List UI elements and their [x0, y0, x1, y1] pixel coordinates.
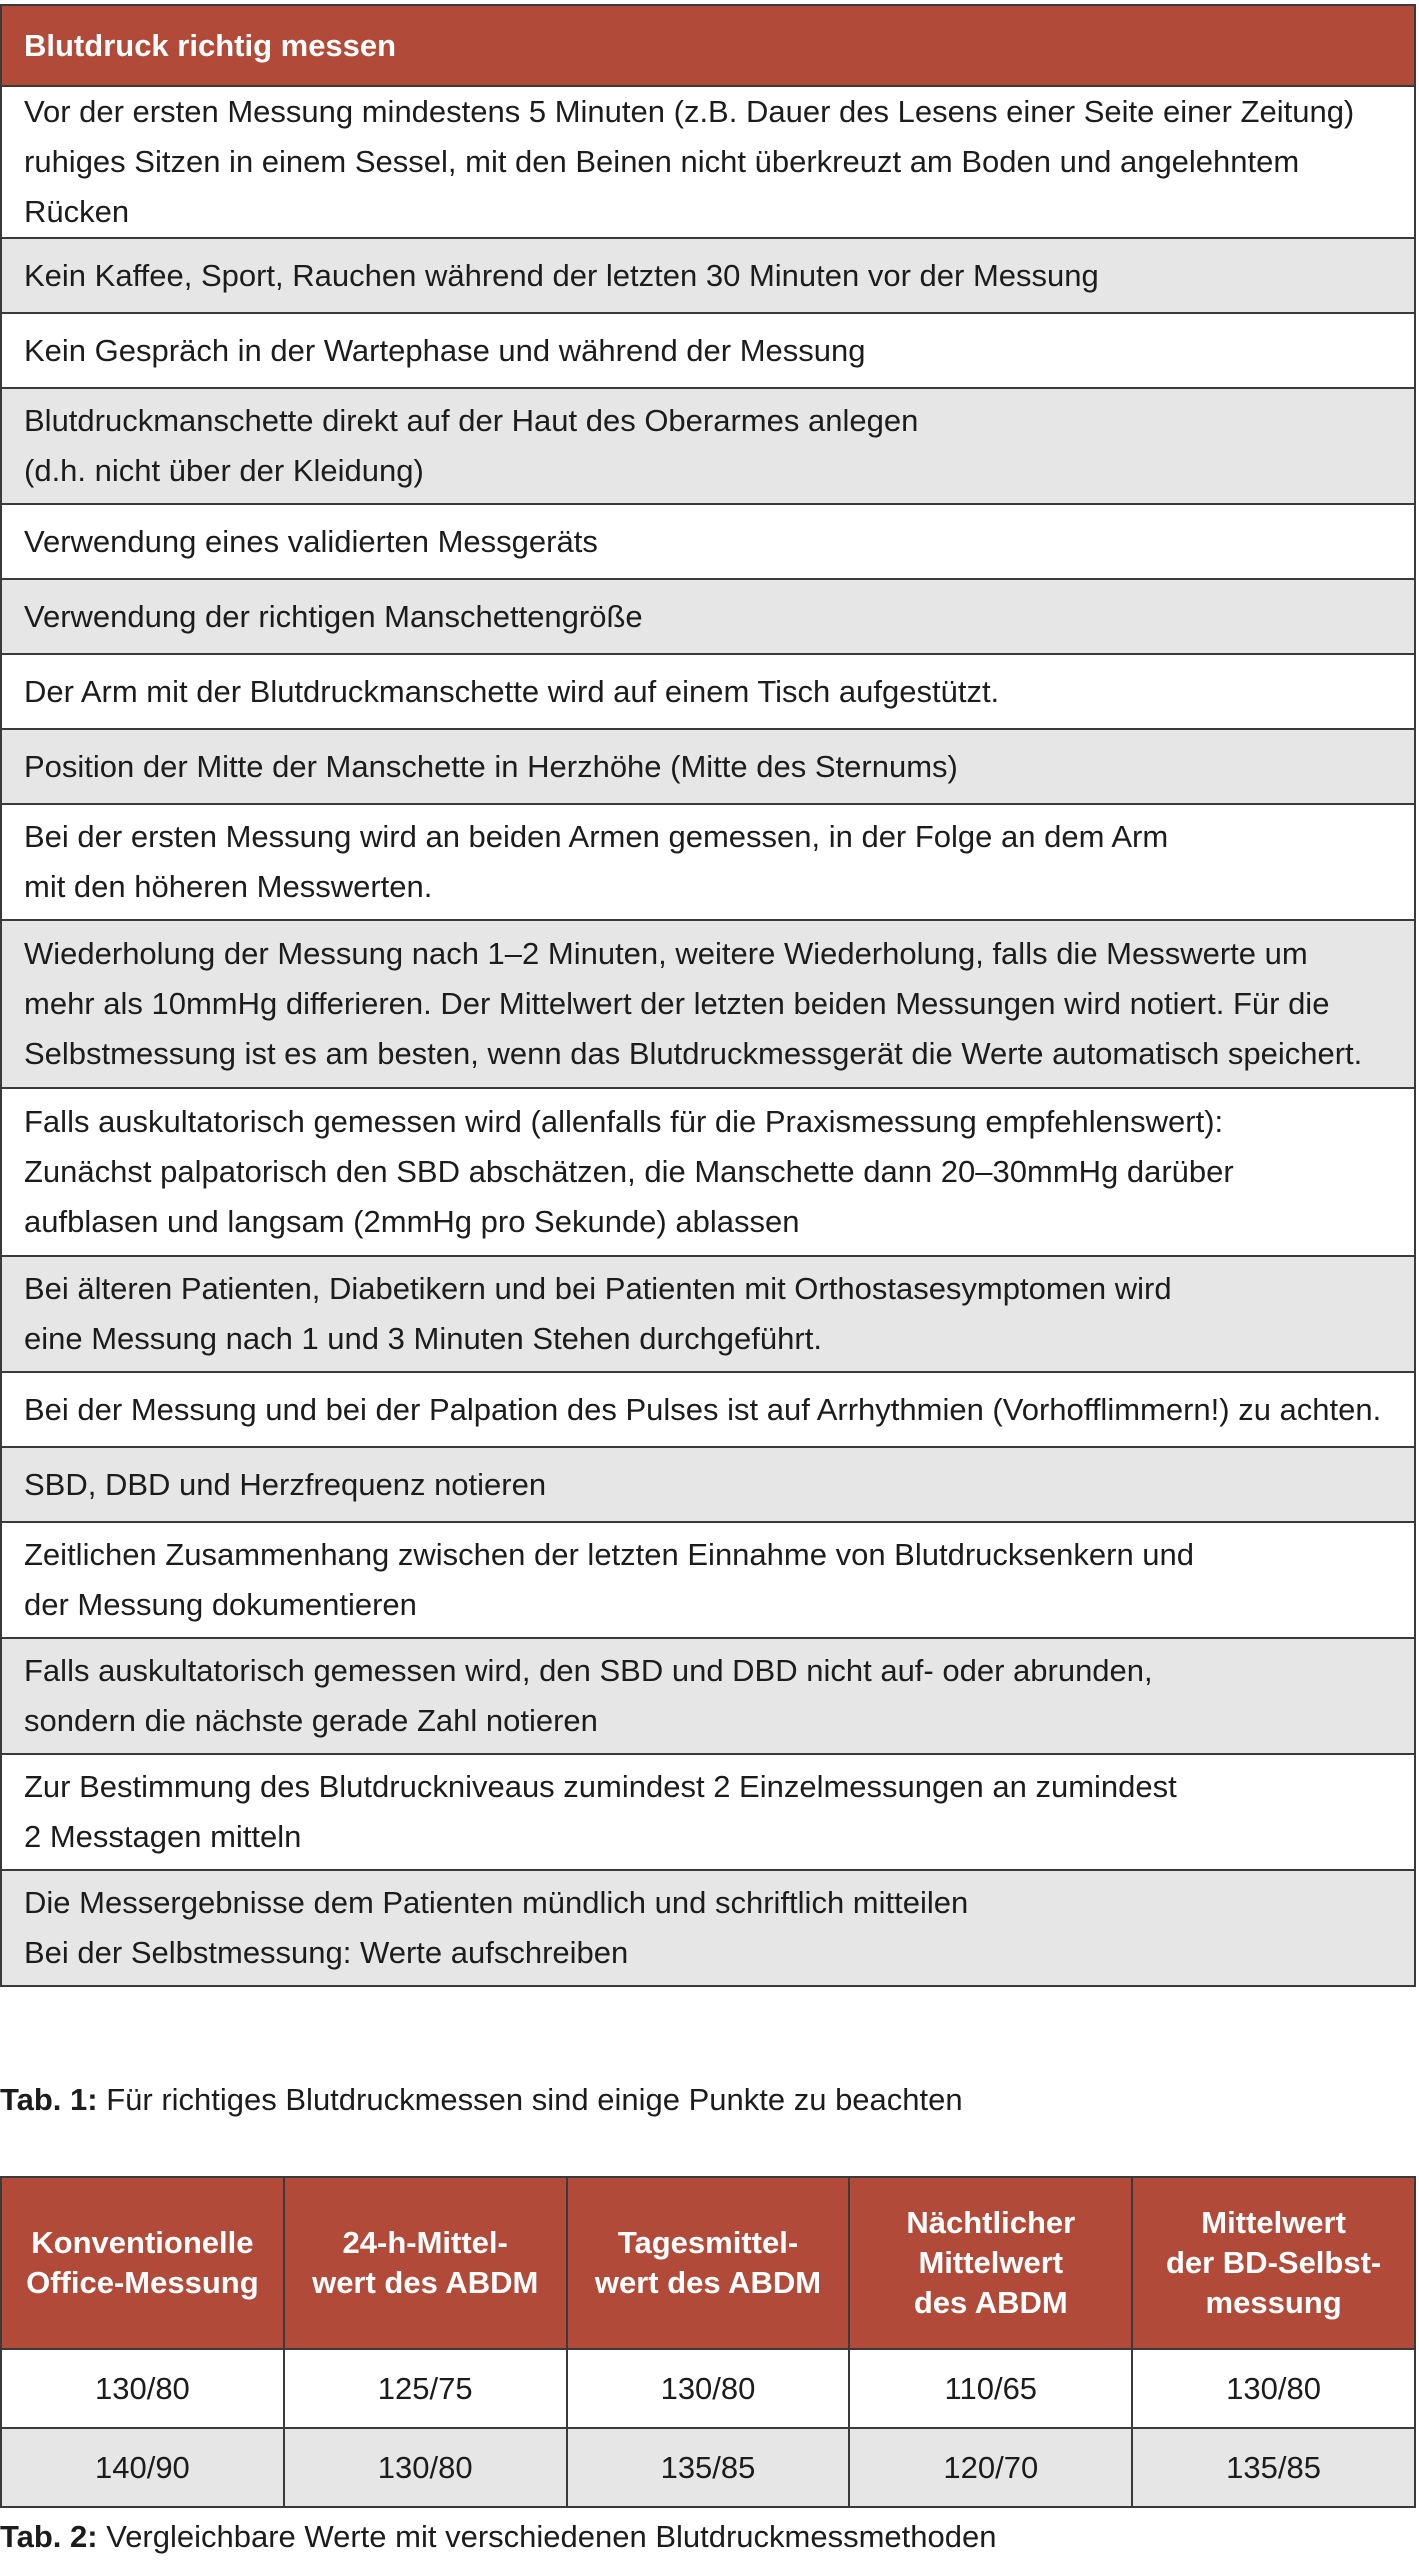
guideline-cell: Kein Kaffee, Sport, Rauchen während der letzten 30 Minuten vor der Messung — [1, 238, 1415, 313]
table-row — [1, 1447, 1415, 1522]
guideline-cell: Bei älteren Patienten, Diabetikern und bei Patienten mit Orthostasesymptomen wird eine Messung nach 1 und 3 Minuten Stehen durchgeführt. — [1, 1256, 1415, 1372]
table-header-row — [1, 2177, 1415, 2349]
guideline-cell: Zeitlichen Zusammenhang zwischen der letzten Einnahme von Blutdrucksenkern und der Messung dokumentieren — [1, 1522, 1415, 1638]
table-row — [1, 1522, 1415, 1638]
table-row — [1, 388, 1415, 504]
table-row — [1, 1754, 1415, 1870]
guideline-cell: Verwendung eines validierten Messgeräts — [1, 504, 1415, 579]
value-cell: 140/90 — [1, 2428, 284, 2507]
column-header: 24-h-Mittel- wert des ABDM — [284, 2177, 567, 2349]
table-row — [1, 86, 1415, 238]
column-header: Tagesmittel- wert des ABDM — [567, 2177, 850, 2349]
table-row — [1, 920, 1415, 1088]
comparison-values-table — [0, 2176, 1416, 2508]
table-row — [1, 238, 1415, 313]
column-header: Mittelwert der BD-Selbst- messung — [1132, 2177, 1415, 2349]
table-title: Blutdruck richtig messen — [1, 5, 1415, 86]
table-1-caption — [0, 2080, 963, 2120]
table-row — [1, 579, 1415, 654]
column-header: Konventionelle Office-Messung — [1, 2177, 284, 2349]
column-header: Nächtlicher Mittelwert des ABDM — [849, 2177, 1132, 2349]
guideline-cell: Falls auskultatorisch gemessen wird, den SBD und DBD nicht auf- oder abrunden, sondern die nächste gerade Zahl notieren — [1, 1638, 1415, 1754]
table-row — [1, 654, 1415, 729]
measurement-guidelines-table — [0, 4, 1416, 1987]
value-cell: 130/80 — [284, 2428, 567, 2507]
value-cell: 135/85 — [1132, 2428, 1415, 2507]
guideline-cell: Position der Mitte der Manschette in Herzhöhe (Mitte des Sternums) — [1, 729, 1415, 804]
value-cell: 125/75 — [284, 2349, 567, 2428]
value-cell: 130/80 — [1, 2349, 284, 2428]
guideline-cell: Kein Gespräch in der Wartephase und während der Messung — [1, 313, 1415, 388]
table-row — [1, 2349, 1415, 2428]
guideline-cell: SBD, DBD und Herzfrequenz notieren — [1, 1447, 1415, 1522]
table-row — [1, 2428, 1415, 2507]
guideline-cell: Der Arm mit der Blutdruckmanschette wird auf einem Tisch aufgestützt. — [1, 654, 1415, 729]
value-cell: 120/70 — [849, 2428, 1132, 2507]
table-row — [1, 1638, 1415, 1754]
table-row — [1, 1088, 1415, 1256]
guideline-cell: Falls auskultatorisch gemessen wird (allenfalls für die Praxismessung empfehlenswert): Zunächst palpatorisch den SBD abschätzen, die Manschette dann 20–30mmHg darüber aufblasen und langsam (2mmHg pro Sekunde) ablassen — [1, 1088, 1415, 1256]
table-row — [1, 729, 1415, 804]
value-cell: 135/85 — [567, 2428, 850, 2507]
caption-text: Für richtiges Blutdruckmessen sind einige Punkte zu beachten — [97, 2082, 963, 2117]
value-cell: 130/80 — [1132, 2349, 1415, 2428]
guideline-cell: Verwendung der richtigen Manschettengröße — [1, 579, 1415, 654]
value-cell: 130/80 — [567, 2349, 850, 2428]
table-row — [1, 804, 1415, 920]
guideline-cell: Bei der ersten Messung wird an beiden Armen gemessen, in der Folge an dem Arm mit den höheren Messwerten. — [1, 804, 1415, 920]
guideline-cell: Bei der Messung und bei der Palpation des Pulses ist auf Arrhythmien (Vorhofflimmern!) zu achten. — [1, 1372, 1415, 1447]
guideline-cell: Die Messergebnisse dem Patienten mündlich und schriftlich mitteilen Bei der Selbstmessung: Werte aufschreiben — [1, 1870, 1415, 1986]
table-header-row — [1, 5, 1415, 86]
table-row — [1, 1870, 1415, 1986]
table-row — [1, 313, 1415, 388]
table-row — [1, 504, 1415, 579]
table-2-caption — [0, 2517, 997, 2557]
guideline-cell: Blutdruckmanschette direkt auf der Haut des Oberarmes anlegen (d.h. nicht über der Kleidung) — [1, 388, 1415, 504]
caption-label: Tab. 1: — [0, 2082, 98, 2117]
guideline-cell: Zur Bestimmung des Blutdruckniveaus zumindest 2 Einzelmessungen an zumindest 2 Messtagen mitteln — [1, 1754, 1415, 1870]
guideline-cell: Wiederholung der Messung nach 1–2 Minuten, weitere Wiederholung, falls die Messwerte um mehr als 10mmHg differieren. Der Mittelwert der letzten beiden Messungen wird notiert. Für die Selbstmessung ist es am besten, wenn das Blutdruckmessgerät die Werte automatisch speichert. — [1, 920, 1415, 1088]
table-row — [1, 1372, 1415, 1447]
guideline-cell: Vor der ersten Messung mindestens 5 Minuten (z.B. Dauer des Lesens einer Seite einer Zeitung) ruhiges Sitzen in einem Sessel, mit den Beinen nicht überkreuzt am Boden und angelehntem Rücken — [1, 86, 1415, 238]
caption-text: Vergleichbare Werte mit verschiedenen Blutdruckmessmethoden — [97, 2519, 997, 2554]
value-cell: 110/65 — [849, 2349, 1132, 2428]
caption-label: Tab. 2: — [0, 2519, 98, 2554]
table-row — [1, 1256, 1415, 1372]
